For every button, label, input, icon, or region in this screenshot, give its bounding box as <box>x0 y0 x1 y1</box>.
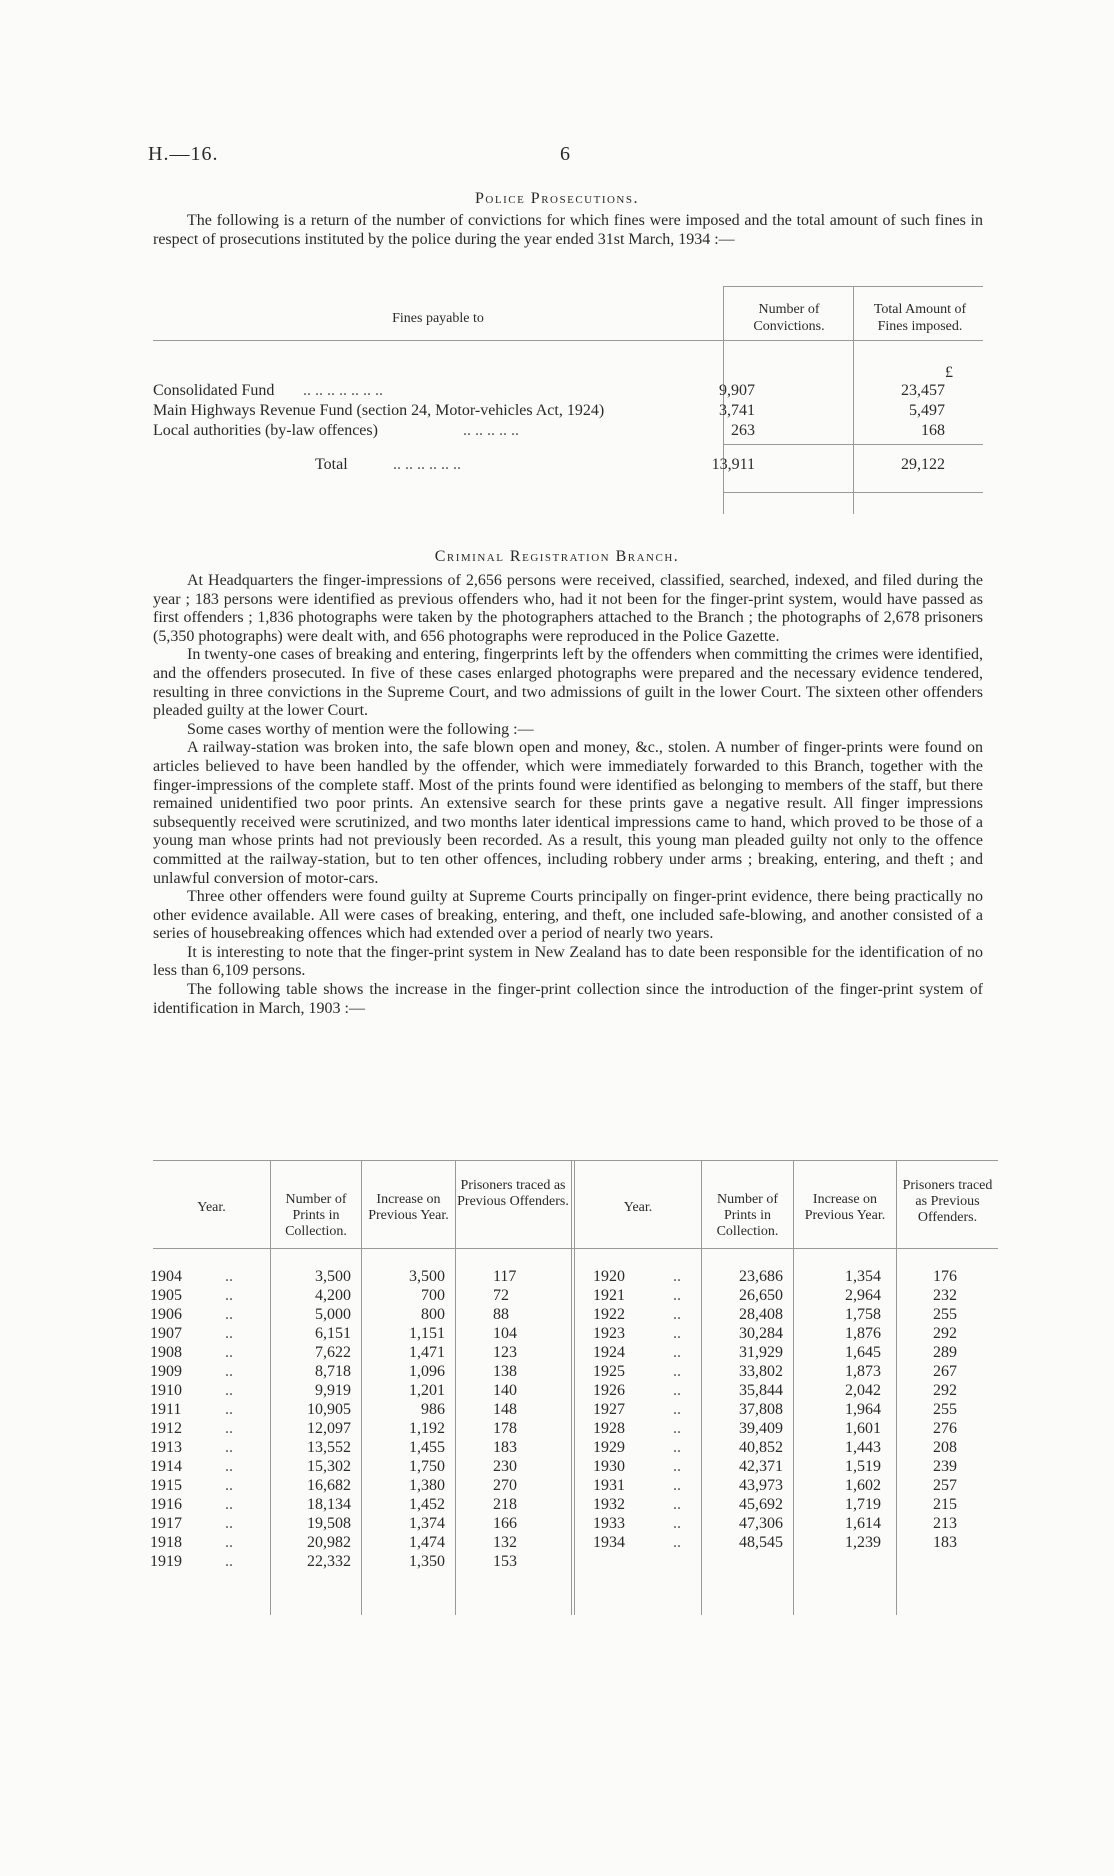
year-header: Year. <box>623 1200 653 1215</box>
prints-cell: 3,500 <box>315 1268 351 1285</box>
leader-dots: .. <box>225 1306 233 1323</box>
leader-dots: .. <box>673 1458 681 1475</box>
prints-cell: 35,844 <box>739 1382 783 1399</box>
traced-cell: 230 <box>493 1458 517 1475</box>
table-row <box>153 1344 998 1363</box>
increase-cell: 1,645 <box>845 1344 881 1361</box>
leader-dots: .. <box>673 1401 681 1418</box>
convictions-header: Number of Convictions. <box>753 302 825 334</box>
year-cell: 1929 <box>593 1439 625 1456</box>
year-cell: 1916 <box>150 1496 182 1513</box>
table-row <box>153 1534 998 1553</box>
leader-dots: .. <box>225 1268 233 1285</box>
criminal-registration-heading: Criminal Registration Branch. <box>434 548 680 565</box>
traced-cell: 176 <box>933 1268 957 1285</box>
leader-dots: .. <box>673 1420 681 1437</box>
prints-cell: 13,552 <box>307 1439 351 1456</box>
increase-cell: 700 <box>421 1287 445 1304</box>
row-label: Consolidated Fund <box>153 382 275 399</box>
year-cell: 1921 <box>593 1287 625 1304</box>
increase-cell: 1,876 <box>845 1325 881 1342</box>
police-intro-section <box>153 212 983 249</box>
increase-header: Increase on Previous Year. <box>804 1192 886 1223</box>
increase-cell: 1,602 <box>845 1477 881 1494</box>
leader-dots: .. <box>673 1344 681 1361</box>
total-convictions: 13,911 <box>711 456 755 473</box>
year-header: Year. <box>197 1200 226 1215</box>
prints-cell: 45,692 <box>739 1496 783 1513</box>
total-label: Total <box>315 456 348 473</box>
increase-cell: 1,239 <box>845 1534 881 1551</box>
table-row <box>153 1268 998 1287</box>
paragraph: At Headquarters the finger-impressions of 2,656 persons were received, classified, searched, indexed, and filed during the year ; 183 persons were identified as previous offenders who, had it not been for the finger-print system, would have passed as first offenders ; 1,836 photographs were taken by the photographers attached to the Branch ; the photographs of 2,678 prisoners (5,350 photographs) were dealt with, and 656 photographs were reproduced in the Police Gazette. <box>153 572 983 645</box>
leader-dots: .. .. .. .. .. .. .. <box>303 382 383 399</box>
table-row <box>153 1401 998 1420</box>
year-cell: 1922 <box>593 1306 625 1323</box>
increase-cell: 1,354 <box>845 1268 881 1285</box>
traced-cell: 178 <box>493 1420 517 1437</box>
year-cell: 1925 <box>593 1363 625 1380</box>
year-cell: 1926 <box>593 1382 625 1399</box>
prints-cell: 33,802 <box>739 1363 783 1380</box>
year-cell: 1912 <box>150 1420 182 1437</box>
increase-cell: 3,500 <box>409 1268 445 1285</box>
year-cell: 1934 <box>593 1534 625 1551</box>
traced-cell: 213 <box>933 1515 957 1532</box>
traced-cell: 166 <box>493 1515 517 1532</box>
page-number: 6 <box>560 143 570 165</box>
paragraph: Three other offenders were found guilty at Supreme Courts principally on finger-print evidence, there being practically no other evidence available. All were cases of breaking, entering, and theft, one included safe-blowing, and another consisted of a series of housebreaking offences which had extended over a period of nearly two years. <box>153 888 983 943</box>
prints-cell: 43,973 <box>739 1477 783 1494</box>
traced-cell: 232 <box>933 1287 957 1304</box>
leader-dots: .. <box>673 1477 681 1494</box>
table-row <box>153 1458 998 1477</box>
leader-dots: .. <box>673 1325 681 1342</box>
leader-dots: .. <box>225 1401 233 1418</box>
paragraph: It is interesting to note that the finger-print system in New Zealand has to date been responsible for the identification of no less than 6,109 persons. <box>153 943 983 980</box>
traced-cell: 292 <box>933 1325 957 1342</box>
increase-cell: 1,964 <box>845 1401 881 1418</box>
leader-dots: .. <box>673 1287 681 1304</box>
traced-cell: 123 <box>493 1344 517 1361</box>
year-cell: 1924 <box>593 1344 625 1361</box>
leader-dots: .. <box>673 1268 681 1285</box>
traced-cell: 88 <box>493 1306 509 1323</box>
traced-cell: 257 <box>933 1477 957 1494</box>
convictions-value: 3,741 <box>719 402 755 419</box>
increase-cell: 1,350 <box>409 1553 445 1570</box>
prints-cell: 42,371 <box>739 1458 783 1475</box>
increase-cell: 1,758 <box>845 1306 881 1323</box>
prints-cell: 12,097 <box>307 1420 351 1437</box>
traced-cell: 140 <box>493 1382 517 1399</box>
year-cell: 1932 <box>593 1496 625 1513</box>
table-row <box>153 1287 998 1306</box>
traced-cell: 267 <box>933 1363 957 1380</box>
increase-cell: 1,474 <box>409 1534 445 1551</box>
traced-cell: 270 <box>493 1477 517 1494</box>
year-cell: 1927 <box>593 1401 625 1418</box>
leader-dots: .. <box>225 1496 233 1513</box>
year-cell: 1911 <box>150 1401 182 1418</box>
increase-cell: 2,964 <box>845 1287 881 1304</box>
leader-dots: .. <box>225 1458 233 1475</box>
leader-dots: .. <box>673 1496 681 1513</box>
year-cell: 1920 <box>593 1268 625 1285</box>
amount-header: Total Amount of Fines imposed. <box>873 302 967 334</box>
leader-dots: .. <box>225 1325 233 1342</box>
police-intro-paragraph: The following is a return of the number of convictions for which fines were imposed and the total amount of such fines in respect of prosecutions instituted by the police during the year ended 31st March, 1934 :— <box>153 212 983 248</box>
leader-dots: .. <box>225 1477 233 1494</box>
prints-cell: 40,852 <box>739 1439 783 1456</box>
prints-cell: 47,306 <box>739 1515 783 1532</box>
traced-cell: 117 <box>493 1268 517 1285</box>
table-row <box>153 402 983 422</box>
prints-cell: 28,408 <box>739 1306 783 1323</box>
prints-cell: 30,284 <box>739 1325 783 1342</box>
year-cell: 1923 <box>593 1325 625 1342</box>
traced-cell: 208 <box>933 1439 957 1456</box>
prints-table <box>150 1160 998 1620</box>
traced-cell: 138 <box>493 1363 517 1380</box>
total-row <box>153 456 983 476</box>
prints-cell: 31,929 <box>739 1344 783 1361</box>
traced-cell: 289 <box>933 1344 957 1361</box>
prints-cell: 20,982 <box>307 1534 351 1551</box>
increase-cell: 986 <box>421 1401 445 1418</box>
currency-symbol: £ <box>945 364 953 381</box>
leader-dots: .. .. .. .. .. <box>463 422 519 439</box>
traced-cell: 153 <box>493 1553 517 1570</box>
table-rule <box>153 1248 998 1249</box>
leader-dots: .. <box>673 1382 681 1399</box>
prints-cell: 39,409 <box>739 1420 783 1437</box>
row-label: Local authorities (by-law offences) <box>153 422 378 439</box>
traced-cell: 218 <box>493 1496 517 1513</box>
prints-cell: 37,808 <box>739 1401 783 1418</box>
year-cell: 1908 <box>150 1344 182 1361</box>
page-reference: H.—16. <box>148 143 219 165</box>
prints-cell: 22,332 <box>307 1553 351 1570</box>
increase-cell: 1,719 <box>845 1496 881 1513</box>
traced-cell: 239 <box>933 1458 957 1475</box>
currency-row <box>153 364 983 384</box>
traced-cell: 132 <box>493 1534 517 1551</box>
table-row <box>153 1325 998 1344</box>
leader-dots: .. <box>225 1553 233 1570</box>
paragraph: The following table shows the increase in the finger-print collection since the introduction of the finger-print system of identification in March, 1903 :— <box>153 981 983 1017</box>
table-row <box>153 1382 998 1401</box>
prints-header: Number of Prints in Collection. <box>285 1192 347 1239</box>
increase-cell: 1,471 <box>409 1344 445 1361</box>
increase-cell: 1,750 <box>409 1458 445 1475</box>
paragraph: A railway-station was broken into, the safe blown open and money, &c., stolen. A number of finger-prints were found on articles believed to have been handled by the offender, which were immediately forwarded to this Branch, together with the finger-impressions of the complete staff. Most of the prints found were identified as belonging to members of the staff, but there remained unidentified two poor prints. An extensive search for these prints gave a negative result. All finger impressions subsequently received were scrutinized, and two months later identical impressions came to hand, which proved to be those of a young man whose prints had not previously been recorded. As a result, this young man pleaded guilty not only to the offence committed at the railway-station, but to ten other offences, including robbery under arms ; breaking, entering, and theft ; and unlawful conversion of motor-cars. <box>153 739 983 887</box>
traced-cell: 72 <box>493 1287 509 1304</box>
fines-table <box>153 286 983 514</box>
amount-value: 168 <box>921 422 945 439</box>
leader-dots: .. <box>225 1287 233 1304</box>
table-rule <box>153 340 983 341</box>
amount-value: 5,497 <box>909 402 945 419</box>
leader-dots: .. <box>673 1363 681 1380</box>
leader-dots: .. <box>673 1515 681 1532</box>
paragraph: In twenty-one cases of breaking and entering, fingerprints left by the offenders when committing the crimes were identified, and the offenders prosecuted. In five of these cases enlarged photographs were prepared and the necessary evidence tendered, resulting in three convictions in the Supreme Court, and two admissions of guilt in the lower Court. The sixteen other offenders pleaded guilty at the lower Court. <box>153 646 983 720</box>
prints-cell: 8,718 <box>315 1363 351 1380</box>
leader-dots: .. <box>225 1439 233 1456</box>
table-row <box>153 422 983 442</box>
traced-cell: 276 <box>933 1420 957 1437</box>
increase-cell: 2,042 <box>845 1382 881 1399</box>
table-row <box>153 1477 998 1496</box>
table-row <box>153 1439 998 1458</box>
increase-cell: 1,873 <box>845 1363 881 1380</box>
table-row <box>153 1515 998 1534</box>
traced-cell: 215 <box>933 1496 957 1513</box>
increase-cell: 1,614 <box>845 1515 881 1532</box>
increase-cell: 1,519 <box>845 1458 881 1475</box>
increase-cell: 1,151 <box>409 1325 445 1342</box>
increase-cell: 800 <box>421 1306 445 1323</box>
traced-cell: 292 <box>933 1382 957 1399</box>
leader-dots: .. .. .. .. .. .. <box>393 456 461 473</box>
prints-cell: 18,134 <box>307 1496 351 1513</box>
convictions-value: 9,907 <box>719 382 755 399</box>
leader-dots: .. <box>225 1382 233 1399</box>
police-prosecutions-heading: Police Prosecutions. <box>475 190 639 207</box>
leader-dots: .. <box>225 1363 233 1380</box>
prints-cell: 7,622 <box>315 1344 351 1361</box>
traced-header: Prisoners traced as Previous Offenders. <box>457 1178 569 1209</box>
table-row <box>150 1553 998 1572</box>
prints-cell: 5,000 <box>315 1306 351 1323</box>
prints-cell: 26,650 <box>739 1287 783 1304</box>
prints-cell: 19,508 <box>307 1515 351 1532</box>
total-amount: 29,122 <box>901 456 945 473</box>
leader-dots: .. <box>225 1534 233 1551</box>
table-row <box>153 1496 998 1515</box>
prints-cell: 16,682 <box>307 1477 351 1494</box>
year-cell: 1928 <box>593 1420 625 1437</box>
fines-payable-header: Fines payable to <box>392 311 484 326</box>
table-rule <box>723 492 983 493</box>
leader-dots: .. <box>225 1515 233 1532</box>
traced-cell: 255 <box>933 1401 957 1418</box>
traced-cell: 104 <box>493 1325 517 1342</box>
traced-header: Prisoners traced as Previous Offenders. <box>902 1178 993 1225</box>
increase-cell: 1,443 <box>845 1439 881 1456</box>
year-cell: 1907 <box>150 1325 182 1342</box>
amount-value: 23,457 <box>901 382 945 399</box>
prints-cell: 15,302 <box>307 1458 351 1475</box>
paragraph: Some cases worthy of mention were the following :— <box>187 720 534 738</box>
prints-header: Number of Prints in Collection. <box>716 1192 779 1239</box>
increase-cell: 1,455 <box>409 1439 445 1456</box>
year-cell: 1919 <box>150 1553 182 1570</box>
table-row <box>153 1363 998 1382</box>
traced-cell: 183 <box>493 1439 517 1456</box>
increase-cell: 1,192 <box>409 1420 445 1437</box>
prints-cell: 48,545 <box>739 1534 783 1551</box>
row-label: Main Highways Revenue Fund (section 24, Motor-vehicles Act, 1924) <box>153 402 605 419</box>
year-cell: 1913 <box>150 1439 182 1456</box>
year-cell: 1910 <box>150 1382 182 1399</box>
increase-header: Increase on Previous Year. <box>368 1192 449 1223</box>
prints-cell: 6,151 <box>315 1325 351 1342</box>
traced-cell: 183 <box>933 1534 957 1551</box>
prints-cell: 4,200 <box>315 1287 351 1304</box>
year-cell: 1914 <box>150 1458 182 1475</box>
traced-cell: 255 <box>933 1306 957 1323</box>
year-cell: 1906 <box>150 1306 182 1323</box>
prints-cell: 10,905 <box>307 1401 351 1418</box>
leader-dots: .. <box>225 1344 233 1361</box>
leader-dots: .. <box>673 1534 681 1551</box>
leader-dots: .. <box>673 1306 681 1323</box>
increase-cell: 1,374 <box>409 1515 445 1532</box>
increase-cell: 1,452 <box>409 1496 445 1513</box>
leader-dots: .. <box>673 1439 681 1456</box>
table-row <box>153 382 983 402</box>
year-cell: 1904 <box>150 1268 182 1285</box>
year-cell: 1918 <box>150 1534 182 1551</box>
table-row <box>153 1306 998 1325</box>
year-cell: 1909 <box>150 1363 182 1380</box>
criminal-body <box>153 572 983 1018</box>
increase-cell: 1,601 <box>845 1420 881 1437</box>
increase-cell: 1,380 <box>409 1477 445 1494</box>
convictions-value: 263 <box>731 422 755 439</box>
table-row <box>153 1420 998 1439</box>
year-cell: 1930 <box>593 1458 625 1475</box>
year-cell: 1915 <box>150 1477 182 1494</box>
increase-cell: 1,201 <box>409 1382 445 1399</box>
leader-dots: .. <box>225 1420 233 1437</box>
year-cell: 1905 <box>150 1287 182 1304</box>
total-rule <box>723 444 983 445</box>
year-cell: 1933 <box>593 1515 625 1532</box>
year-cell: 1917 <box>150 1515 182 1532</box>
prints-cell: 9,919 <box>315 1382 351 1399</box>
prints-cell: 23,686 <box>739 1268 783 1285</box>
traced-cell: 148 <box>493 1401 517 1418</box>
table-rule <box>153 1160 998 1161</box>
increase-cell: 1,096 <box>409 1363 445 1380</box>
year-cell: 1931 <box>593 1477 625 1494</box>
